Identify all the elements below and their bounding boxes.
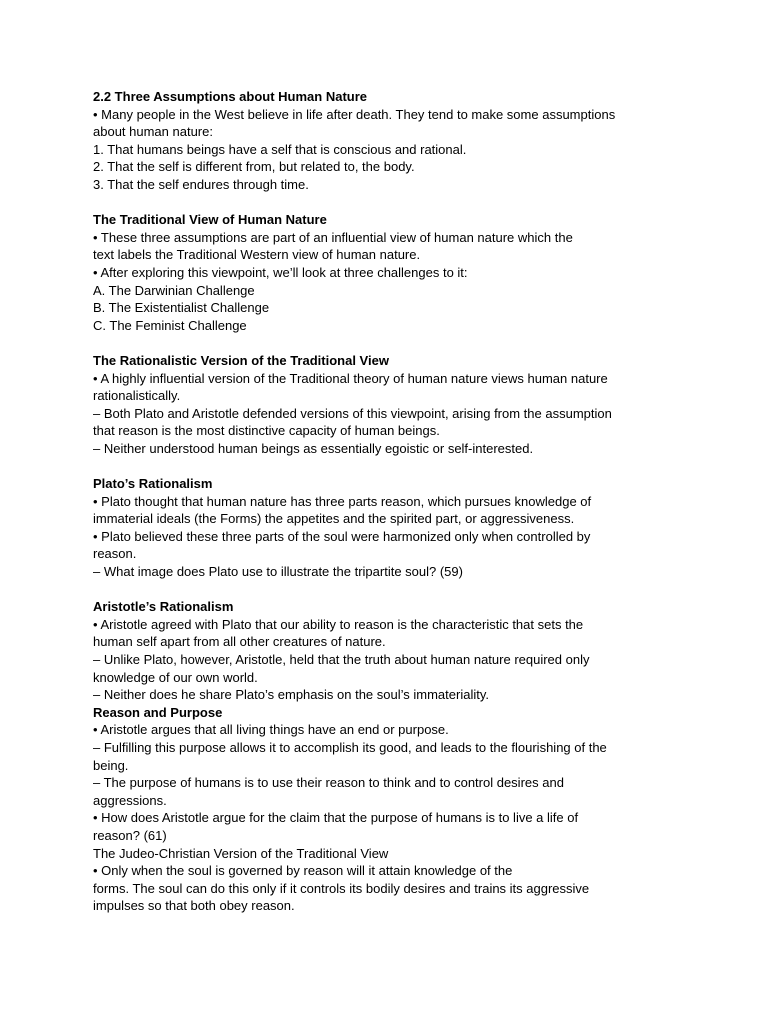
subheading-judeo-christian-version: The Judeo-Christian Version of the Traditional View <box>93 845 389 861</box>
text-line: C. The Feminist Challenge <box>93 317 247 333</box>
section-rationalistic-version <box>93 352 688 458</box>
text-line: – What image does Plato use to illustrate the tripartite soul? (59) <box>93 564 463 580</box>
text-line: – Both Plato and Aristotle defended versions of this viewpoint, arising from the assumption <box>93 405 612 421</box>
text-line: impulses so that both obey reason. <box>93 898 295 914</box>
text-line: 1. That humans beings have a self that is conscious and rational. <box>93 141 467 157</box>
text-line: – Neither does he share Plato’s emphasis on the soul’s immateriality. <box>93 687 489 703</box>
heading-platos-rationalism: Plato’s Rationalism <box>93 476 213 492</box>
text-line: • Plato thought that human nature has three parts reason, which pursues knowledge of <box>93 493 592 509</box>
text-line: – Fulfilling this purpose allows it to accomplish its good, and leads to the flourishing of the <box>93 739 607 755</box>
text-line: – Neither understood human beings as essentially egoistic or self-interested. <box>93 440 534 456</box>
text-line: • Aristotle argues that all living things have an end or purpose. <box>93 722 449 738</box>
text-line: • Many people in the West believe in life after death. They tend to make some assumptions <box>93 106 616 122</box>
text-line: B. The Existentialist Challenge <box>93 300 270 316</box>
text-line: being. <box>93 757 129 773</box>
text-line: A. The Darwinian Challenge <box>93 282 255 298</box>
text-line: about human nature: <box>93 124 213 140</box>
text-line: knowledge of our own world. <box>93 669 258 685</box>
heading-three-assumptions: 2.2 Three Assumptions about Human Nature <box>93 89 368 104</box>
text-line: 2. That the self is different from, but related to, the body. <box>93 159 415 175</box>
text-line: human self apart from all other creatures of nature. <box>93 634 386 650</box>
text-line: • These three assumptions are part of an influential view of human nature which the <box>93 229 573 245</box>
text-line: aggressions. <box>93 792 167 808</box>
text-line: reason. <box>93 546 137 562</box>
text-line: • Plato believed these three parts of the soul were harmonized only when controlled by <box>93 528 591 544</box>
text-line: • Only when the soul is governed by reason will it attain knowledge of the <box>93 863 513 879</box>
section-traditional-view <box>93 211 688 334</box>
text-line: immaterial ideals (the Forms) the appetites and the spirited part, or aggressiveness. <box>93 511 575 527</box>
text-line: • A highly influential version of the Traditional theory of human nature views human nature <box>93 370 608 386</box>
text-line: • How does Aristotle argue for the claim that the purpose of humans is to live a life of <box>93 810 579 826</box>
section-aristotles-rationalism <box>93 598 688 915</box>
text-line: • Aristotle agreed with Plato that our ability to reason is the characteristic that sets the <box>93 616 584 632</box>
text-line: reason? (61) <box>93 827 167 843</box>
text-line: 3. That the self endures through time. <box>93 176 309 192</box>
text-line: rationalistically. <box>93 388 181 404</box>
heading-rationalistic-version: The Rationalistic Version of the Traditional View <box>93 352 389 368</box>
text-line: text labels the Traditional Western view of human nature. <box>93 247 421 263</box>
text-line: that reason is the most distinctive capacity of human beings. <box>93 423 440 439</box>
heading-traditional-view: The Traditional View of Human Nature <box>93 212 327 228</box>
heading-aristotles-rationalism: Aristotle’s Rationalism <box>93 599 234 615</box>
section-three-assumptions <box>93 88 688 194</box>
text-line: forms. The soul can do this only if it controls its bodily desires and trains its aggressive <box>93 880 590 896</box>
heading-reason-and-purpose: Reason and Purpose <box>93 704 223 720</box>
text-line: – The purpose of humans is to use their reason to think and to control desires and <box>93 775 564 791</box>
text-line: – Unlike Plato, however, Aristotle, held that the truth about human nature required only <box>93 652 590 667</box>
text-line: • After exploring this viewpoint, we’ll look at three challenges to it: <box>93 264 468 280</box>
section-platos-rationalism <box>93 475 688 581</box>
